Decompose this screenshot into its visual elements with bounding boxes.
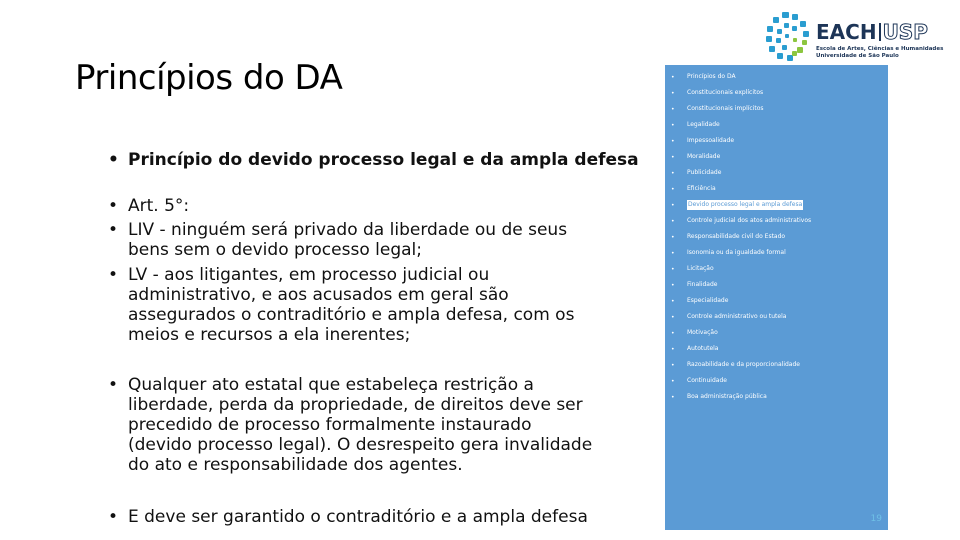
- logo-name-usp: USP: [882, 20, 928, 44]
- art-bullet-line: meios e recursos a ela inerentes;: [128, 325, 411, 345]
- sidebar-bullet: •: [671, 346, 675, 353]
- sidebar-item-label: Eficiência: [687, 185, 716, 192]
- sidebar-item-label: Publicidade: [687, 169, 722, 176]
- sidebar-item-label: Moralidade: [687, 153, 721, 160]
- sidebar-bullet: •: [671, 90, 675, 97]
- sidebar-bullet: •: [671, 298, 675, 305]
- sidebar-bullet: •: [671, 218, 675, 225]
- sidebar-item-label: Constitucionais implícitos: [687, 105, 764, 112]
- sidebar-item-label: Autotutela: [687, 345, 719, 352]
- sidebar-item-label: Impessoalidade: [687, 137, 735, 144]
- sidebar-item-label: Responsabilidade civil do Estado: [687, 233, 786, 240]
- art-bullet-line: LV - aos litigantes, em processo judicial ou: [128, 265, 490, 285]
- restriction-line: do ato e responsabilidade dos agentes.: [128, 455, 463, 475]
- restriction-line: Qualquer ato estatal que estabeleça restrição a: [128, 375, 534, 395]
- sidebar-bullet: •: [671, 266, 675, 273]
- logo-subtitle-line2: Universidade de São Paulo: [816, 53, 899, 59]
- logo-divider: [879, 23, 881, 41]
- logo-subtitle: [816, 46, 943, 60]
- sidebar-item-label: Controle judicial dos atos administrativos: [687, 217, 812, 224]
- art-bullet-2: [108, 265, 574, 345]
- art-bullet-0: [108, 196, 189, 216]
- restriction-paragraph: [108, 375, 592, 475]
- sidebar-bullet: •: [671, 378, 675, 385]
- sidebar-item-label: Finalidade: [687, 281, 718, 288]
- sidebar-item-label: Razoabilidade e da proporcionalidade: [687, 361, 800, 368]
- restriction-line: (devido processo legal). O desrespeito gera invalidade: [128, 435, 593, 455]
- sidebar-item-label: Legalidade: [687, 121, 720, 128]
- slide-title: Princípios do DA: [75, 58, 343, 98]
- art-bullet-line: bens sem o devido processo legal;: [128, 240, 422, 260]
- restriction-line: precedido de processo formalmente instaurado: [128, 415, 532, 435]
- sidebar-bullet: •: [671, 74, 675, 81]
- principle-heading: Princípio do devido processo legal e da ampla defesa: [128, 150, 639, 170]
- sidebar-bullet: •: [671, 362, 675, 369]
- final-bullet: [108, 507, 588, 527]
- sidebar-bullet: •: [671, 122, 675, 129]
- art-bullet-line: Art. 5°:: [128, 196, 190, 216]
- bullet-dot: •: [108, 265, 119, 285]
- sidebar-item-label: Licitação: [687, 265, 714, 272]
- sidebar-item-label: Constitucionais explícitos: [687, 89, 764, 96]
- sidebar-bullet: •: [671, 106, 675, 113]
- logo-subtitle-line1: Escola de Artes, Ciências e Humanidades: [816, 46, 944, 52]
- sidebar-item-label: Devido processo legal e ampla defesa: [688, 201, 803, 208]
- sidebar-bullet: •: [671, 250, 675, 257]
- restriction-line: liberdade, perda da propriedade, de direitos deve ser: [128, 395, 583, 415]
- final-bullet-text: E deve ser garantido o contraditório e a ampla defesa: [128, 507, 588, 527]
- sidebar-bullet: •: [671, 186, 675, 193]
- bullet-dot: •: [108, 196, 119, 216]
- sidebar-bullet: •: [671, 202, 675, 209]
- sidebar-item-label: Continuidade: [687, 377, 727, 384]
- art-bullet-line: administrativo, e aos acusados em geral são: [128, 285, 509, 305]
- art-bullet-line: assegurados o contraditório e ampla defesa, com os: [128, 305, 575, 325]
- sidebar-item-label: Isonomia ou da igualdade formal: [687, 249, 786, 256]
- sidebar-bullet: •: [671, 170, 675, 177]
- sidebar-bullet: •: [671, 314, 675, 321]
- sidebar-item-label: Controle administrativo ou tutela: [687, 313, 787, 320]
- bullet-dot: •: [108, 220, 119, 240]
- bullet-dot: •: [108, 375, 119, 395]
- art-bullet-line: LIV - ninguém será privado da liberdade ou de seus: [128, 220, 568, 240]
- sidebar-bullet: •: [671, 234, 675, 241]
- logo-name-each: EACH: [816, 20, 877, 44]
- sidebar-bullet: •: [671, 282, 675, 289]
- sidebar-item-label: Princípios do DA: [687, 73, 736, 80]
- each-usp-logo: [764, 8, 959, 68]
- principle-heading-bullet: [108, 150, 639, 170]
- sidebar-bullet: •: [671, 330, 675, 337]
- sidebar-bullet: •: [671, 154, 675, 161]
- topics-sidebar: [665, 65, 888, 530]
- sidebar-item-label: Especialidade: [687, 297, 729, 304]
- sidebar-bullet: •: [671, 138, 675, 145]
- art-bullet-1: [108, 220, 567, 260]
- logo-name: [816, 20, 928, 44]
- bullet-dot: •: [108, 507, 119, 527]
- page-number: 19: [870, 514, 882, 524]
- each-logo-mark-icon: [764, 10, 812, 62]
- sidebar-bullet: •: [671, 394, 675, 401]
- bullet-dot: •: [108, 150, 119, 170]
- sidebar-item-label: Motivação: [687, 329, 718, 336]
- sidebar-item-label: Boa administração pública: [687, 393, 767, 400]
